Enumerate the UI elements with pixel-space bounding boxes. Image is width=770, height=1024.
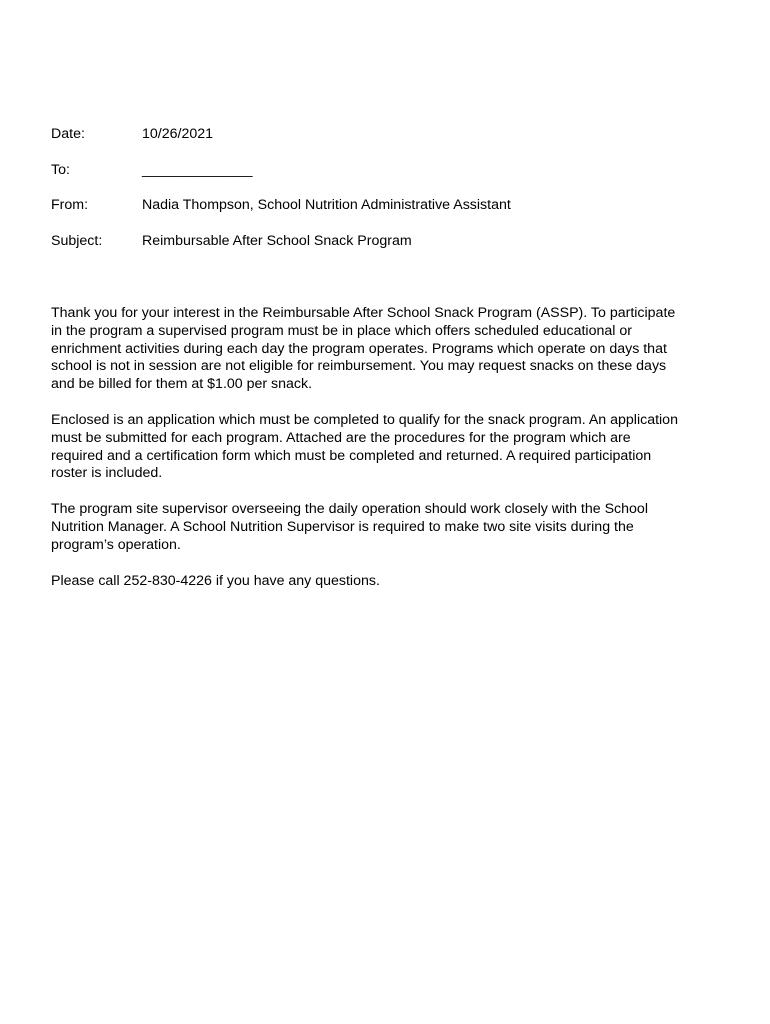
- to-value: ______________: [142, 161, 253, 178]
- text-line: Enclosed is an application which must be completed to qualify for the snack program. An application: [51, 411, 678, 428]
- date-value: 10/26/2021: [142, 126, 214, 142]
- text-line: program’s operation.: [51, 536, 181, 553]
- text-line: in the program a supervised program must be in place which offers scheduled educational or: [51, 322, 632, 339]
- to-row: [51, 162, 731, 198]
- body-paragraph-3: [51, 501, 731, 554]
- text-line: required and a certification form which must be completed and returned. A required participation: [51, 447, 652, 464]
- date-label: Date:: [51, 126, 85, 142]
- text-line: must be submitted for each program. Attached are the procedures for the program which are: [51, 429, 631, 446]
- body-paragraph-1: [51, 305, 731, 394]
- memo-body: [51, 305, 731, 608]
- text-line: Please call 252-830-4226 if you have any questions.: [51, 572, 380, 589]
- text-line: Thank you for your interest in the Reimbursable After School Snack Program (ASSP). To participate: [51, 305, 676, 321]
- date-row: [51, 126, 731, 162]
- from-label: From:: [51, 197, 89, 214]
- subject-label: Subject:: [51, 233, 103, 250]
- text-line: Nutrition Manager. A School Nutrition Supervisor is required to make two site visits during the: [51, 518, 634, 535]
- text-line: school is not in session are not eligible for reimbursement. You may request snacks on these days: [51, 358, 667, 375]
- body-paragraph-2: [51, 412, 731, 483]
- text-line: The program site supervisor overseeing the daily operation should work closely with the School: [51, 501, 648, 518]
- subject-value: Reimbursable After School Snack Program: [142, 233, 412, 250]
- subject-row: [51, 233, 731, 269]
- to-label: To:: [51, 161, 70, 178]
- memo-header: [51, 126, 731, 269]
- body-paragraph-4: [51, 573, 731, 591]
- text-line: roster is included.: [51, 465, 163, 482]
- from-row: [51, 197, 731, 233]
- text-line: and be billed for them at $1.00 per snack.: [51, 376, 313, 393]
- text-line: enrichment activities during each day the program operates. Programs which operate on days that: [51, 340, 667, 357]
- from-value: Nadia Thompson, School Nutrition Administrative Assistant: [142, 197, 511, 214]
